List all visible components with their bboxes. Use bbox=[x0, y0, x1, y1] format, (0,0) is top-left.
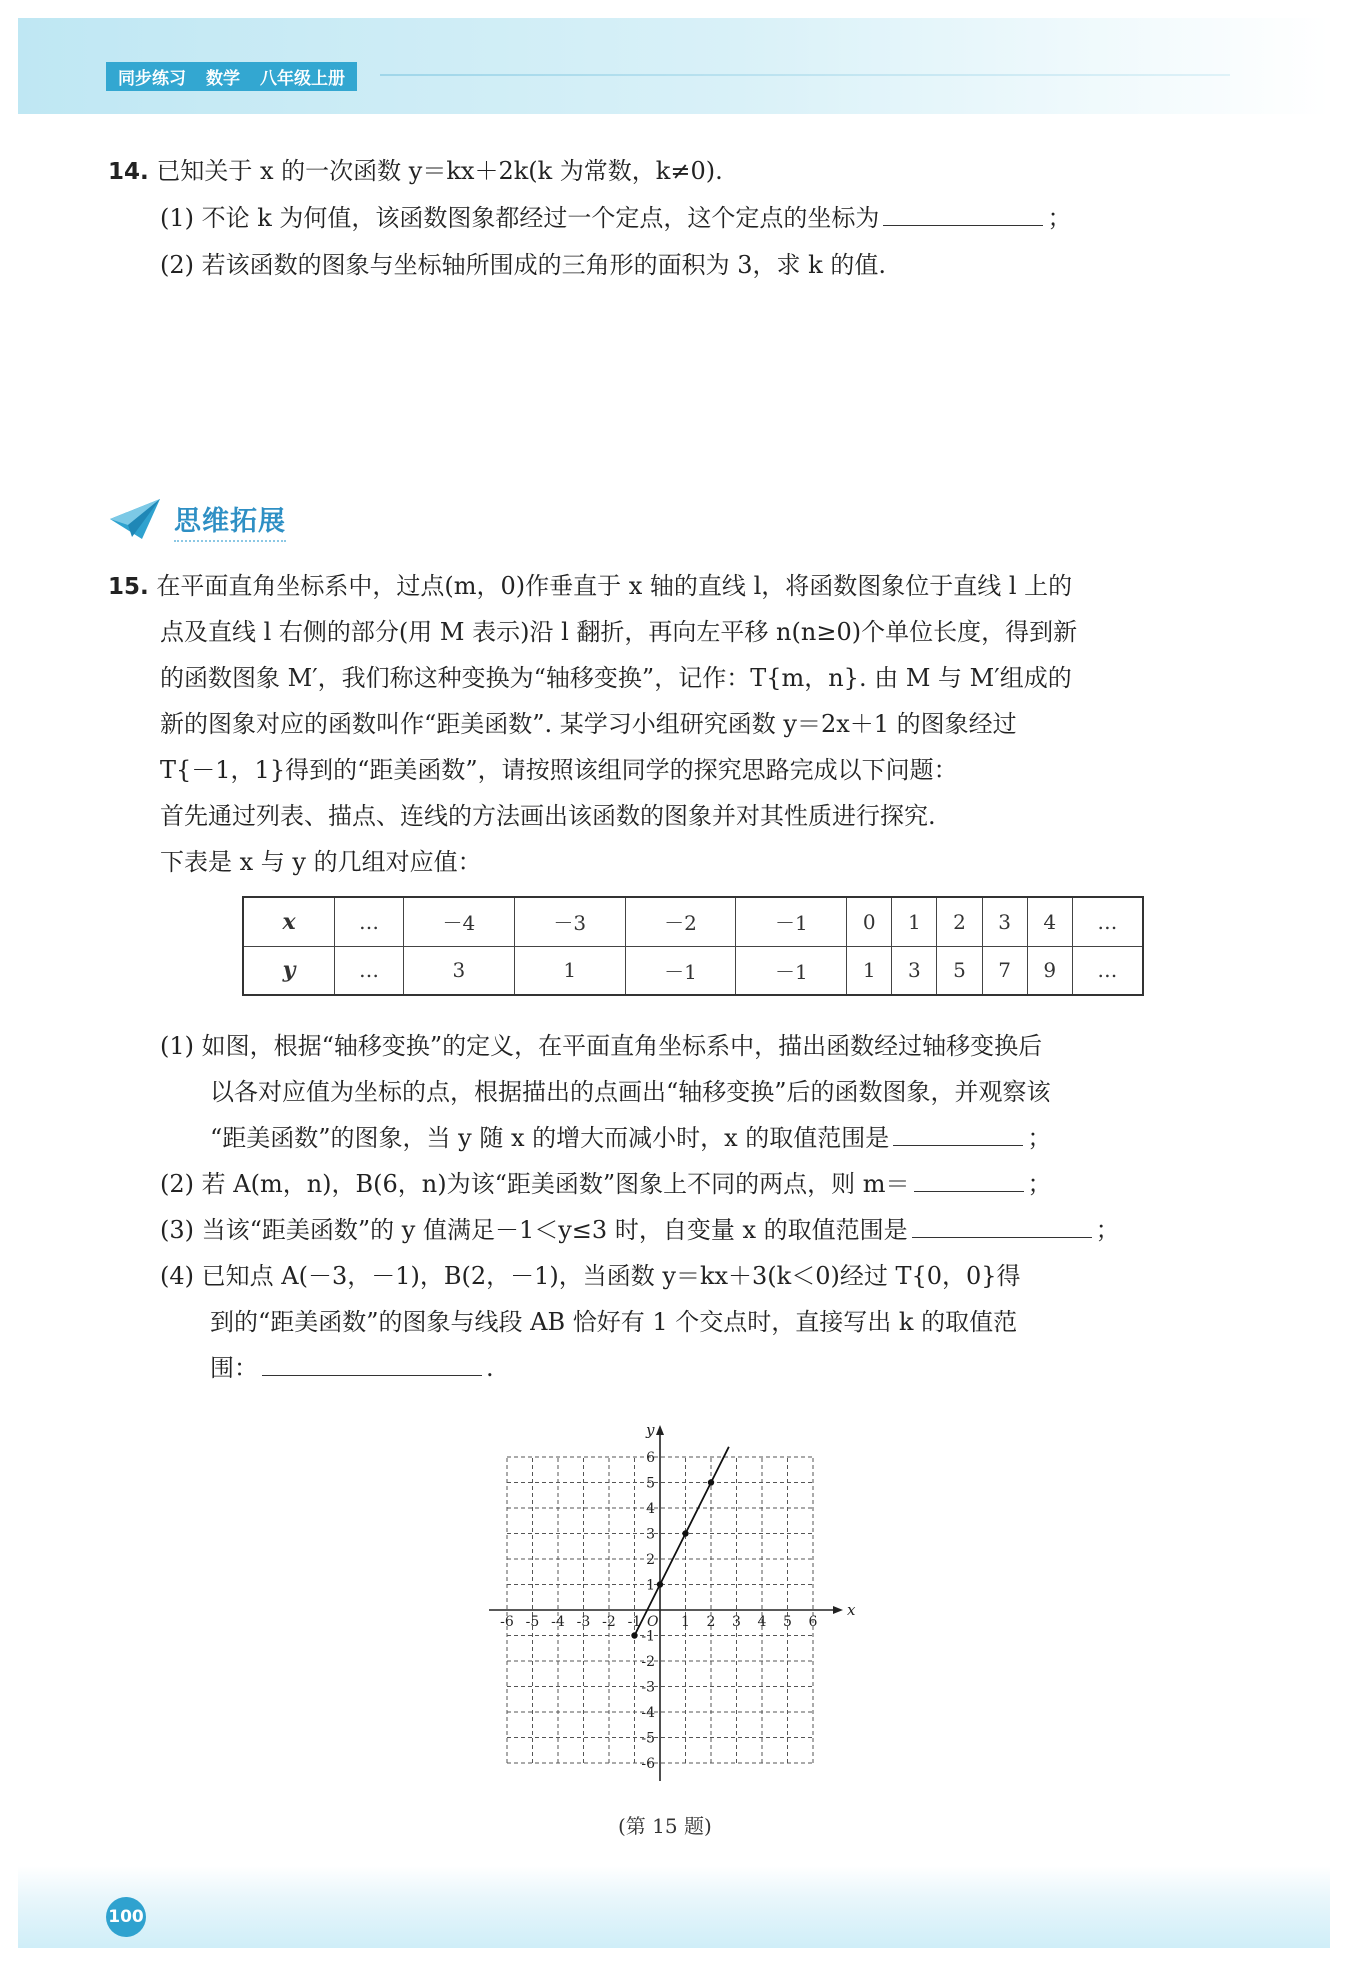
sub-question-1-line: (1) 如图，根据“轴移变换”的定义，在平面直角坐标系中，描出函数经过轴移变换后 bbox=[160, 1032, 1043, 1060]
table-cell: 2 bbox=[937, 897, 982, 946]
data-point bbox=[657, 1581, 663, 1587]
origin-label: O bbox=[647, 1614, 659, 1630]
y-tick-label: -6 bbox=[641, 1756, 655, 1772]
table-cell: 3 bbox=[892, 946, 937, 995]
table-cell: 0 bbox=[847, 897, 892, 946]
x-axis-arrow bbox=[833, 1606, 843, 1614]
subject-label: 数学 bbox=[206, 69, 240, 89]
book-title: 同步练习 bbox=[118, 69, 186, 89]
question-number: 14. bbox=[108, 159, 149, 185]
x-tick-label: -6 bbox=[500, 1614, 514, 1630]
question-line: 在平面直角坐标系中，过点(m，0)作垂直于 x 轴的直线 l，将函数图象位于直线 l 上的 bbox=[156, 572, 1073, 600]
tick-labels bbox=[500, 1450, 817, 1772]
question-stem: 已知关于 x 的一次函数 y＝kx＋2k(k 为常数，k≠0). bbox=[156, 157, 723, 185]
question-line: 首先通过列表、描点、连线的方法画出该函数的图象并对其性质进行探究. bbox=[160, 802, 936, 830]
page-number: 100 bbox=[106, 1897, 146, 1937]
data-point bbox=[682, 1530, 688, 1536]
table-cell: 7 bbox=[982, 946, 1027, 995]
table-cell: 1 bbox=[514, 946, 625, 995]
y-tick-label: -4 bbox=[641, 1705, 655, 1721]
table-cell: 1 bbox=[892, 897, 937, 946]
data-point bbox=[708, 1479, 714, 1485]
y-tick-label: 5 bbox=[646, 1475, 655, 1492]
table-cell: －3 bbox=[514, 897, 625, 946]
table-cell: 3 bbox=[403, 946, 514, 995]
table-cell: … bbox=[335, 897, 404, 946]
question-line: 点及直线 l 右侧的部分(用 M 表示)沿 l 翻折，再向左平移 n(n≥0)个单位长度，得到新 bbox=[160, 618, 1078, 646]
table-cell: … bbox=[335, 946, 404, 995]
table-row-y bbox=[243, 946, 1143, 995]
table-cell: … bbox=[1072, 897, 1143, 946]
value-table bbox=[242, 896, 1144, 996]
table-header-y: y bbox=[243, 946, 335, 995]
table-cell: 3 bbox=[982, 897, 1027, 946]
x-tick-label: 3 bbox=[732, 1614, 741, 1630]
y-tick-label: 3 bbox=[646, 1526, 655, 1543]
table-cell: 9 bbox=[1027, 946, 1072, 995]
table-cell: －1 bbox=[736, 897, 847, 946]
table-header-x: x bbox=[243, 897, 335, 946]
paper-plane-icon bbox=[108, 497, 162, 543]
table-cell: 5 bbox=[937, 946, 982, 995]
answer-blank[interactable] bbox=[914, 1167, 1024, 1192]
answer-blank[interactable] bbox=[262, 1351, 482, 1376]
x-tick-label: 5 bbox=[783, 1614, 792, 1630]
section-title: 思维拓展 bbox=[174, 499, 286, 542]
data-point bbox=[631, 1632, 637, 1638]
table-cell: 4 bbox=[1027, 897, 1072, 946]
sub-question-3: (3) 当该“距美函数”的 y 值满足－1＜y≤3 时，自变量 x 的取值范围是 bbox=[160, 1216, 908, 1244]
answer-blank[interactable] bbox=[883, 201, 1043, 226]
table-row-x bbox=[243, 897, 1143, 946]
x-tick-label: 4 bbox=[757, 1614, 767, 1630]
answer-blank[interactable] bbox=[912, 1213, 1092, 1238]
x-tick-label: -1 bbox=[627, 1614, 642, 1630]
question-part-2: (2) 若该函数的图象与坐标轴所围成的三角形的面积为 3，求 k 的值. bbox=[160, 251, 886, 279]
header-rule bbox=[380, 74, 1230, 76]
question-line: T{－1，1}得到的“距美函数”，请按照该组同学的探究思路完成以下问题： bbox=[160, 756, 958, 784]
question-line: 新的图象对应的函数叫作“距美函数”. 某学习小组研究函数 y＝2x＋1 的图象经过 bbox=[160, 710, 1017, 738]
table-cell: －2 bbox=[625, 897, 736, 946]
coordinate-plane bbox=[480, 1422, 860, 1802]
x-tick-label: 6 bbox=[808, 1614, 818, 1630]
question-part-1: (1) 不论 k 为何值，该函数图象都经过一个定点，这个定点的坐标为 bbox=[160, 204, 880, 232]
grade-label: 八年级上册 bbox=[260, 69, 345, 89]
sub-question-4-line: (4) 已知点 A(－3，－1)，B(2，－1)，当函数 y＝kx＋3(k＜0)经过 T{0，0}得 bbox=[160, 1262, 1021, 1290]
question-line: 的函数图象 M′，我们称这种变换为“轴移变换”，记作：T{m，n}. 由 M 与 M′组成的 bbox=[160, 664, 1072, 692]
sub-question-4-line: 到的“距美函数”的图象与线段 AB 恰好有 1 个交点时，直接写出 k 的取值范 bbox=[210, 1308, 1018, 1336]
coordinate-figure bbox=[480, 1422, 860, 1806]
y-tick-label: 2 bbox=[646, 1552, 655, 1568]
axes bbox=[489, 1422, 856, 1781]
table-cell: 1 bbox=[847, 946, 892, 995]
y-tick-label: -1 bbox=[641, 1628, 655, 1645]
x-tick-label: -2 bbox=[602, 1614, 616, 1630]
y-tick-label: -5 bbox=[641, 1730, 655, 1747]
book-label bbox=[106, 62, 357, 91]
x-tick-label: -4 bbox=[551, 1614, 565, 1630]
y-tick-label: -2 bbox=[641, 1654, 655, 1670]
table-cell: … bbox=[1072, 946, 1143, 995]
y-axis-arrow bbox=[656, 1425, 664, 1435]
y-tick-label: 6 bbox=[646, 1450, 655, 1466]
x-tick-label: 2 bbox=[706, 1614, 716, 1630]
sub-question-1-line: 以各对应值为坐标的点，根据描出的点画出“轴移变换”后的函数图象，并观察该 bbox=[210, 1078, 1051, 1106]
x-tick-label: 1 bbox=[681, 1614, 690, 1630]
table-cell: －4 bbox=[403, 897, 514, 946]
y-tick-label: 1 bbox=[646, 1577, 655, 1594]
answer-blank[interactable] bbox=[893, 1121, 1023, 1146]
table-cell: －1 bbox=[736, 946, 847, 995]
x-axis-label: x bbox=[847, 1601, 856, 1619]
question-line: 下表是 x 与 y 的几组对应值： bbox=[160, 848, 482, 876]
x-tick-label: -3 bbox=[576, 1614, 591, 1630]
y-tick-label: -3 bbox=[641, 1679, 655, 1696]
sub-question-2: (2) 若 A(m，n)，B(6，n)为该“距美函数”图象上不同的两点，则 m＝ bbox=[160, 1170, 910, 1198]
question-number: 15. bbox=[108, 574, 149, 600]
sub-question-4-line: 围： bbox=[210, 1354, 258, 1382]
y-axis-label: y bbox=[646, 1422, 655, 1439]
table-cell: －1 bbox=[625, 946, 736, 995]
section-header bbox=[108, 495, 286, 545]
footer-band bbox=[18, 1866, 1330, 1948]
y-tick-label: 4 bbox=[646, 1501, 655, 1517]
sub-question-1-line: “距美函数”的图象，当 y 随 x 的增大而减小时，x 的取值范围是 bbox=[210, 1124, 890, 1152]
figure-caption: (第 15 题) bbox=[618, 1814, 712, 1838]
x-tick-label: -5 bbox=[525, 1614, 540, 1630]
